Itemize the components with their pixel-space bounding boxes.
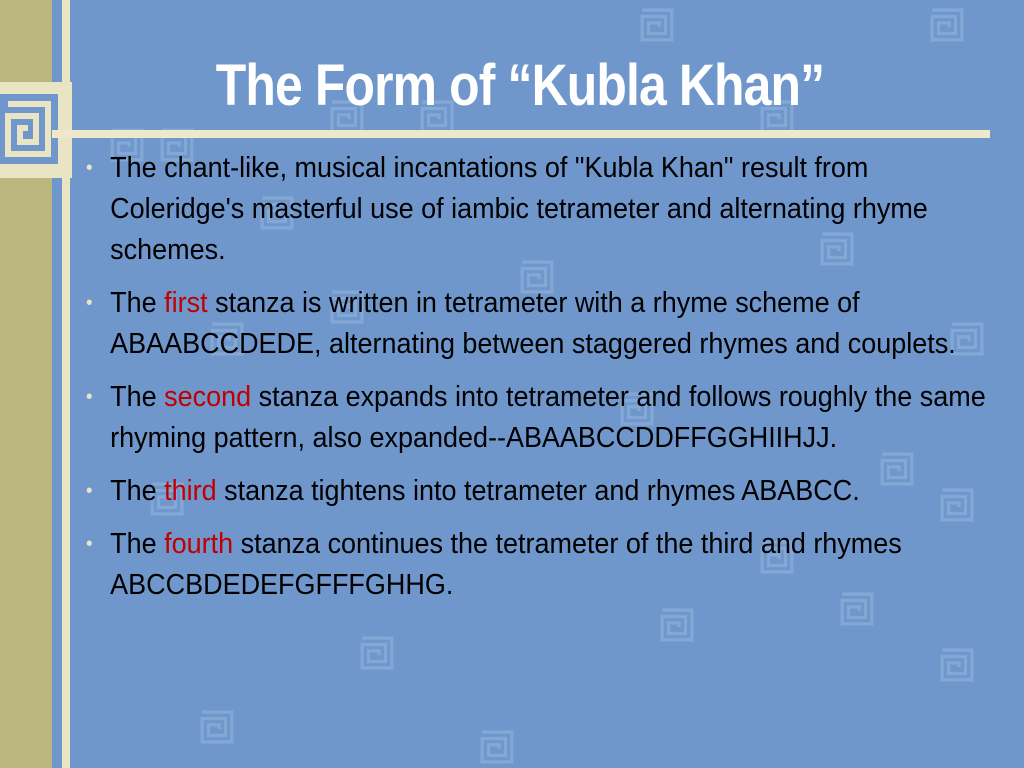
title-prefix: The Form of [215, 53, 508, 118]
background-key-icon [932, 10, 962, 40]
page-title [150, 50, 890, 122]
bullet-pre: The [110, 287, 165, 319]
bullet-dot: • [86, 157, 93, 179]
bullet-highlight: third [164, 475, 217, 507]
background-key-icon [642, 10, 672, 40]
bullet-item [86, 471, 1003, 512]
bullet-pre: The [110, 528, 165, 560]
bullet-item [86, 283, 1003, 365]
bullet-text: The chant-like, musical incantations of "Kubla Khan" result from Coleridge's masterful use of iambic tetrameter and alternating rhyme schemes. [110, 152, 928, 266]
bullet-dot: • [86, 386, 93, 408]
bullet-dot: • [86, 533, 93, 555]
bullet-item [86, 377, 1003, 459]
bullet-highlight: first [164, 287, 208, 319]
bullet-dot: • [86, 292, 93, 314]
bullet-highlight: fourth [164, 528, 234, 560]
bullet-dot: • [86, 480, 93, 502]
bullet-post: stanza tightens into tetrameter and rhymes ABABCC. [216, 475, 860, 507]
bullet-pre: The [110, 381, 165, 413]
background-key-icon [942, 650, 972, 680]
bullet-item [86, 148, 1003, 271]
bullet-post: stanza continues the tetrameter of the third and rhymes ABCCBDEDEFGFFFGHHG. [110, 528, 902, 601]
background-key-icon [202, 712, 232, 742]
title-name: Kubla Khan [531, 53, 801, 118]
bullet-pre: The [110, 475, 165, 507]
title-quote-open: “ [507, 53, 532, 118]
bullet-highlight: second [164, 381, 252, 413]
background-key-icon [482, 732, 512, 762]
title-divider [52, 130, 990, 138]
background-key-icon [362, 638, 392, 668]
bullet-item [86, 524, 1003, 606]
bullet-list [86, 148, 986, 618]
bullet-post: stanza expands into tetrameter and follows roughly the same rhyming pattern, also expanded--ABAABCCDDFFGGHIIHJJ. [110, 381, 986, 454]
title-quote-close: ” [800, 53, 825, 118]
bullet-post: stanza is written in tetrameter with a rhyme scheme of ABAABCCDEDE, alternating between staggered rhymes and couplets. [110, 287, 956, 360]
